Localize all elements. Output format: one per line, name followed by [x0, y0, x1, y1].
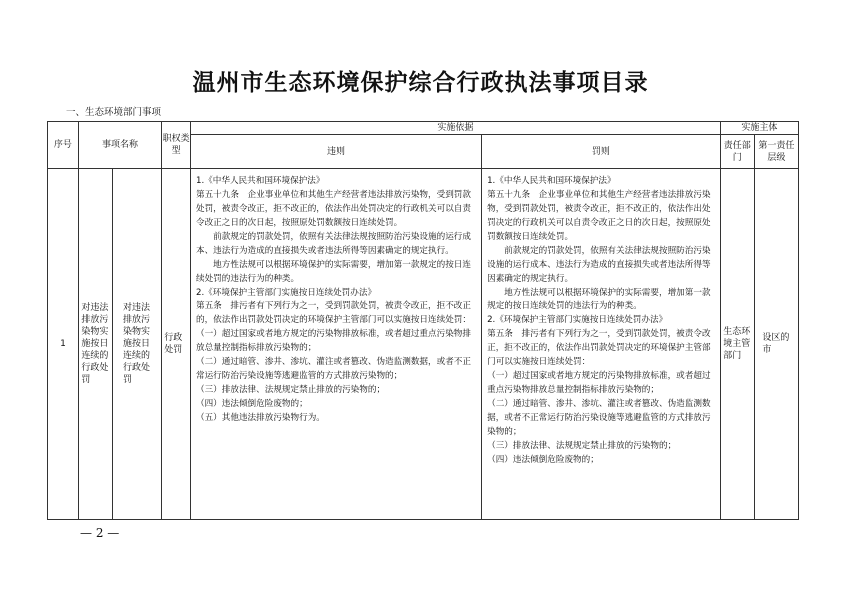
law-paragraph: （五）其他违法排放污染物行为。 [195, 412, 325, 423]
section-heading: 一、生态环境部门事项 [66, 107, 162, 118]
enforcement-table [47, 121, 799, 520]
page-number: — 2 — [80, 526, 120, 540]
header-level: 第一责任层级 [754, 135, 798, 169]
row-item-name-a [78, 169, 112, 520]
law-paragraph: 1.《中华人民共和国环境保护法》 [487, 176, 616, 187]
header-item-name: 事项名称 [78, 122, 161, 169]
dept-text: 生态环境主管部门 [723, 326, 751, 362]
header-subject: 实施主体 [720, 122, 798, 135]
law-paragraph: （三）排放法律、法规规定禁止排放的污染物的； [195, 384, 386, 395]
law-paragraph: （四）违法倾倒危险废物的； [195, 398, 308, 409]
header-violation: 违则 [190, 135, 481, 169]
row-seq: 1 [48, 169, 79, 520]
law-paragraph: 2.《环境保护主管部门实施按日连续处罚办法》 [487, 315, 668, 326]
header-seq: 序号 [48, 122, 79, 169]
law-paragraph: （二）通过暗管、渗井、渗坑、灌注或者篡改、伪造监测数据，或者不正常运行防治污染设施等逃避监管的方式排放污染物的； [195, 357, 471, 382]
item-name-b-text: 对违法排放污染物实施按日连续的行政处罚 [123, 302, 151, 386]
row-item-name-b [112, 169, 161, 520]
level-text: 设区的市 [762, 333, 790, 356]
power-type-text: 行政处罚 [164, 333, 183, 356]
law-paragraph: （四）违法倾倒危险废物的； [487, 454, 599, 465]
item-name-a-text: 对违法排放污染物实施按日连续的行政处罚 [81, 302, 109, 386]
header-dept: 责任部门 [720, 135, 754, 169]
law-paragraph: 第五条 排污者有下列行为之一，受到罚款处罚，被责令改正，拒不改正的，依法作出罚款处罚决定的环境保护主管部门可以实施按日连续处罚： [195, 301, 471, 326]
header-penalty: 罚则 [482, 135, 721, 169]
law-paragraph: （三）排放法律、法规规定禁止排放的污染物的； [487, 440, 677, 451]
law-paragraph: 1.《中华人民共和国环境保护法》 [195, 176, 325, 187]
header-basis: 实施依据 [190, 122, 720, 135]
law-paragraph: 前款规定的罚款处罚，依照有关法律法规按照防治污染设施的运行成本、违法行为造成的直接损失或者违法所得等因素确定的规定执行。 [195, 231, 471, 256]
row-dept [720, 169, 754, 520]
law-paragraph: 第五十九条 企业事业单位和其他生产经营者违法排放污染物，受到罚款处罚，被责令改正，拒不改正的，依法作出处罚决定的行政机关可以自责令改正之日的次日起，按照原处罚数额按日连续处罚。 [487, 190, 711, 242]
row-penalty [482, 169, 721, 520]
law-paragraph: （一）超过国家或者地方规定的污染物排放标准，或者超过重点污染物排放总量控制指标排放污染物的； [195, 329, 471, 354]
page-title: 温州市生态环境保护综合行政执法事项目录 [192, 69, 649, 96]
law-paragraph: 地方性法规可以根据环境保护的实际需要，增加第一款规定的按日连续处罚的违法行为的种类。 [195, 259, 471, 284]
law-paragraph: 地方性法规可以根据环境保护的实际需要，增加第一款规定的按日连续处罚的违法行为的种类。 [487, 287, 711, 312]
law-paragraph: 第五十九条 企业事业单位和其他生产经营者违法排放污染物，受到罚款处罚，被责令改正，拒不改正的，依法作出处罚决定的行政机关可以自责令改正之日的次日起，按照原处罚数额按日连续处罚。 [195, 190, 471, 228]
row-power-type [162, 169, 191, 520]
header-power-type: 职权类型 [162, 122, 191, 169]
row-violation [190, 169, 481, 520]
law-paragraph: 第五条 排污者有下列行为之一，受到罚款处罚，被责令改正，拒不改正的，依法作出罚款处罚决定的环境保护主管部门可以实施按日连续处罚： [487, 329, 711, 368]
law-paragraph: 前款规定的罚款处罚，依照有关法律法规按照防治污染设施的运行成本、违法行为造成的直接损失或者违法所得等因素确定的规定执行。 [487, 245, 711, 284]
law-paragraph: 2.《环境保护主管部门实施按日连续处罚办法》 [195, 287, 377, 298]
law-paragraph: （一）超过国家或者地方规定的污染物排放标准，或者超过重点污染物排放总量控制指标排放污染物的； [487, 371, 711, 395]
law-paragraph: （二）通过暗管、渗井、渗坑、灌注或者篡改、伪造监测数据，或者不正常运行防治污染设施等逃避监管的方式排放污染物的； [487, 398, 711, 437]
row-level [754, 169, 798, 520]
